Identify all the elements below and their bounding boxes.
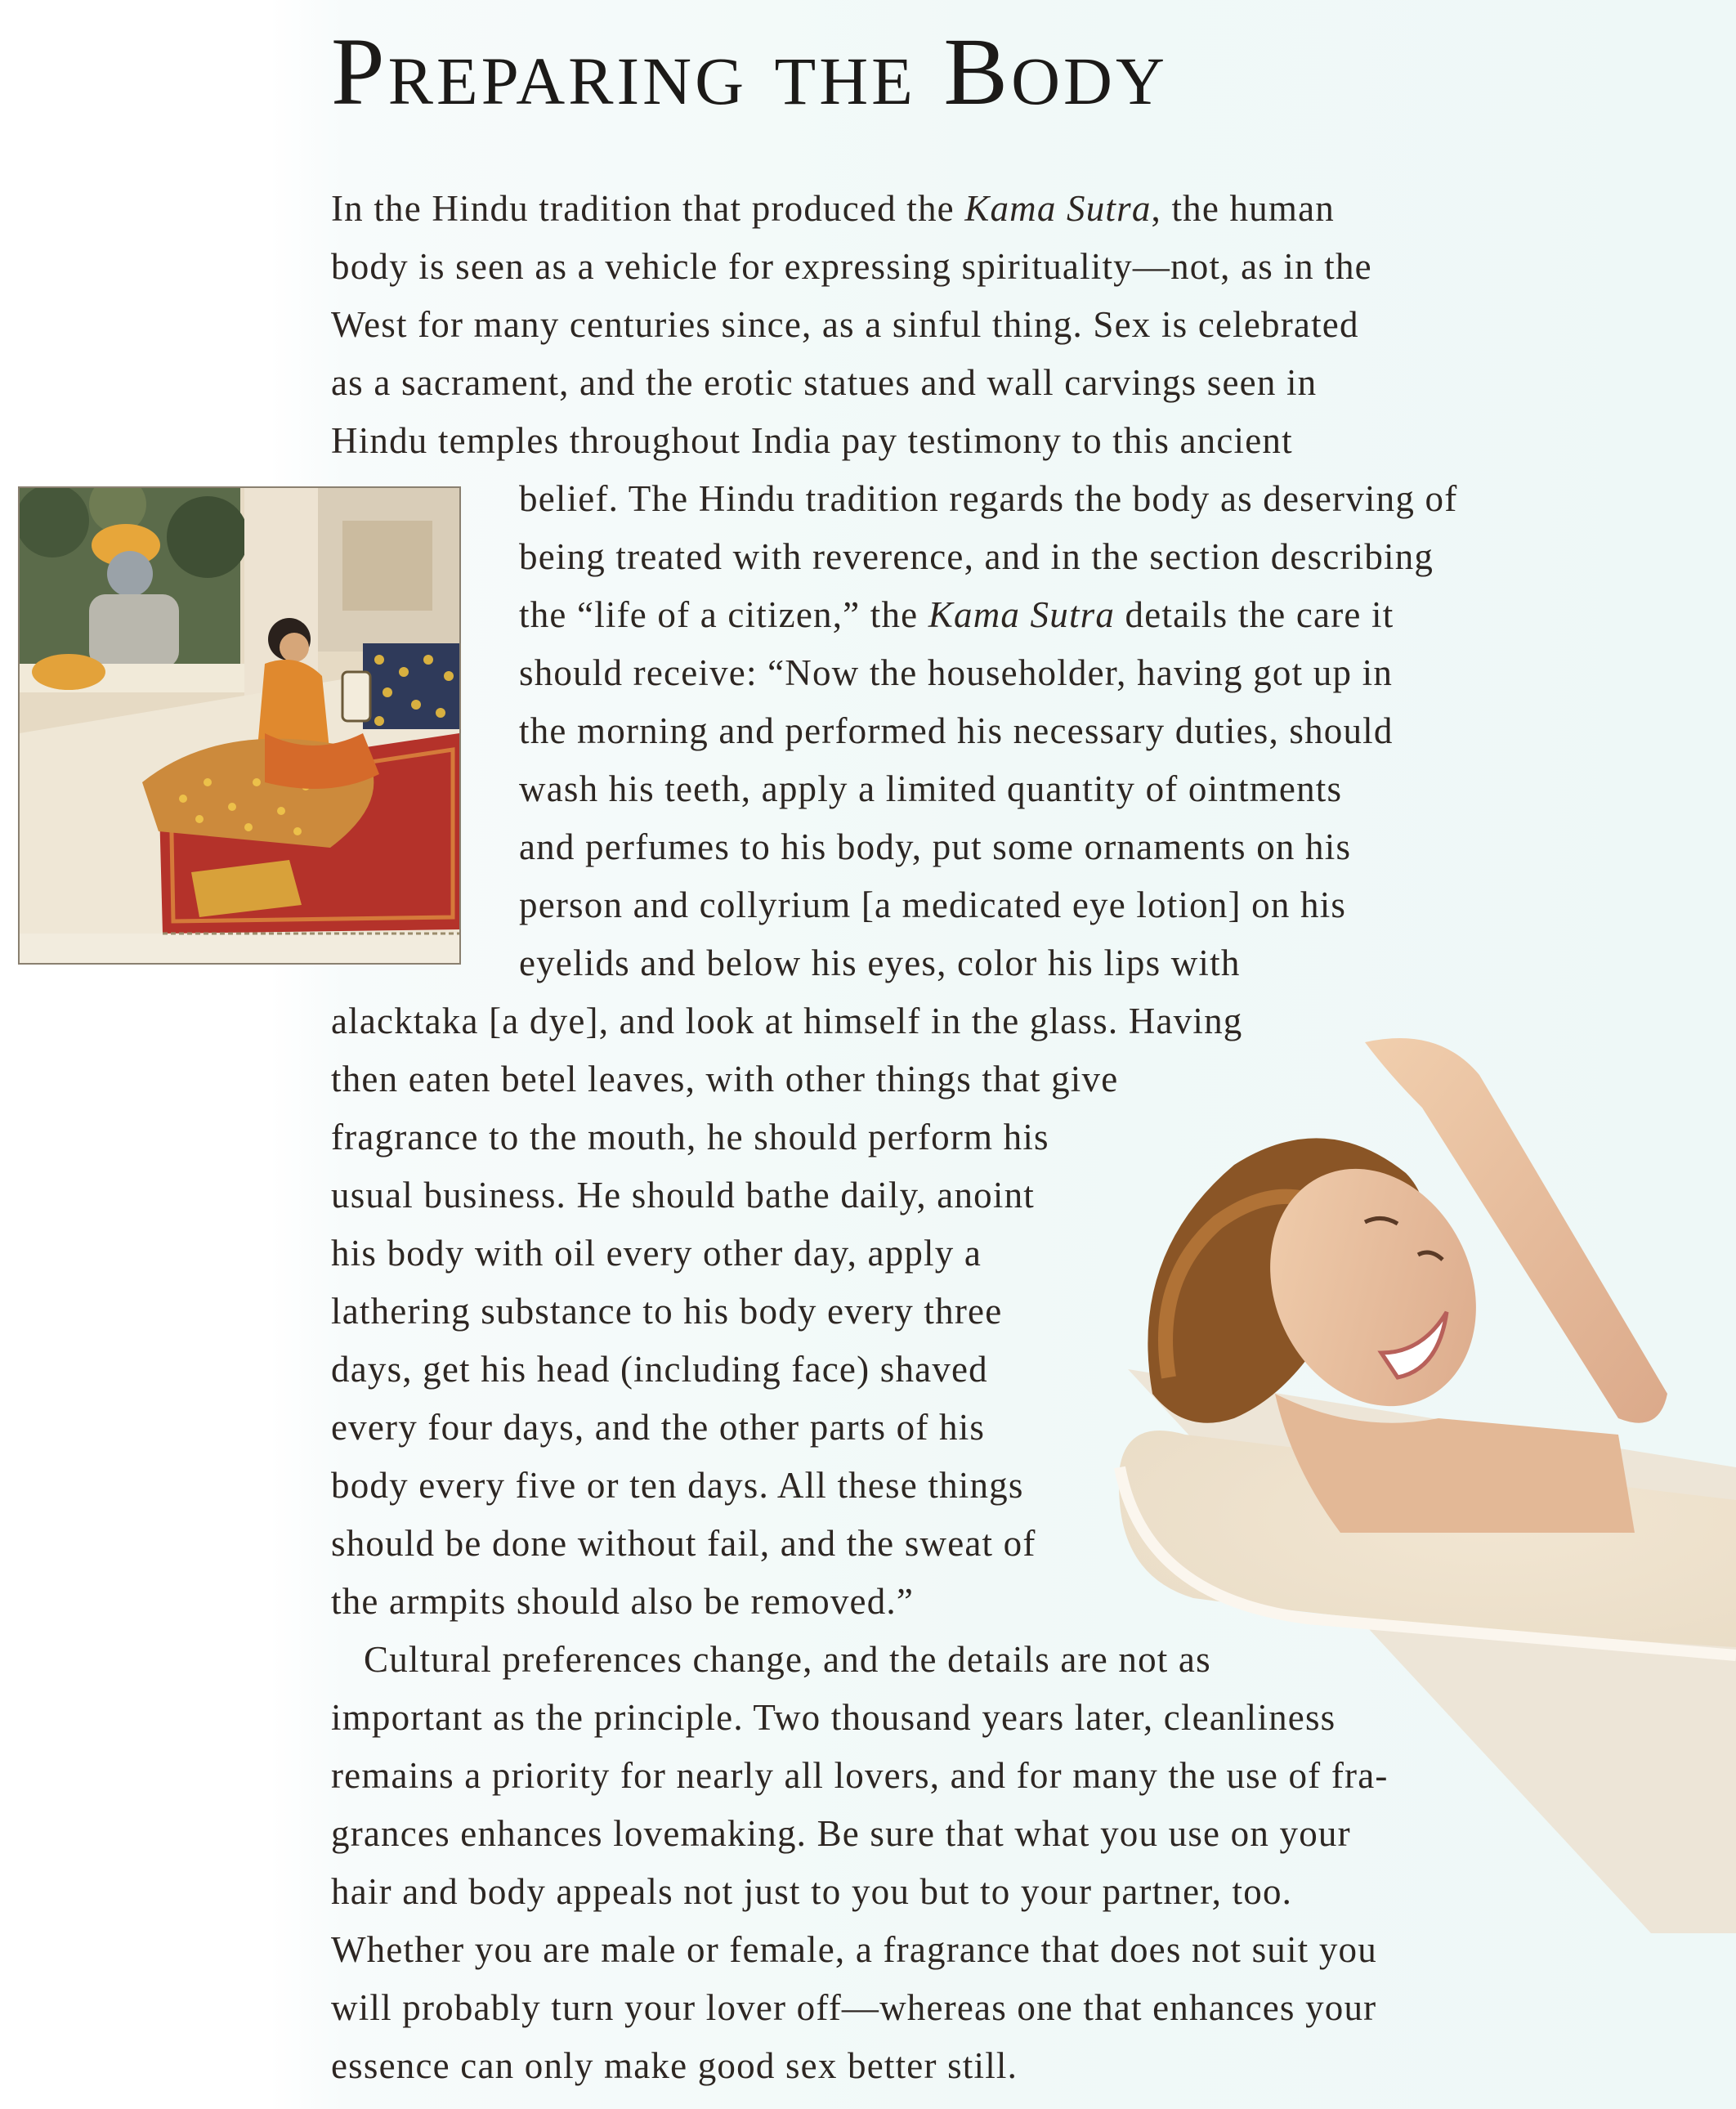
text-line: fragrance to the mouth, he should perform his: [331, 1117, 1049, 1157]
text-line: then eaten betel leaves, with other things that give: [331, 1059, 1119, 1099]
text-line: and perfumes to his body, put some ornaments on his: [519, 826, 1352, 867]
text-line: body is seen as a vehicle for expressing spirituality—not, as in the: [331, 246, 1372, 287]
text-line: person and collyrium [a medicated eye lotion] on his: [519, 884, 1347, 925]
text-line: the “life of a citizen,” the Kama Sutra details the care it: [519, 594, 1394, 635]
text-line: usual business. He should bathe daily, anoint: [331, 1175, 1035, 1216]
text-line: grances enhances lovemaking. Be sure that what you use on your: [331, 1813, 1351, 1854]
text-line: the armpits should also be removed.”: [331, 1581, 915, 1622]
text-line: remains a priority for nearly all lovers, and for many the use of fra-: [331, 1755, 1389, 1796]
text-line: days, get his head (including face) shaved: [331, 1349, 988, 1390]
text-line: West for many centuries since, as a sinful thing. Sex is celebrated: [331, 304, 1359, 345]
text-line: alacktaka [a dye], and look at himself in the glass. Having: [331, 1001, 1243, 1041]
text-line: hair and body appeals not just to you but to your partner, too.: [331, 1871, 1293, 1912]
text-line: wash his teeth, apply a limited quantity of ointments: [519, 768, 1343, 809]
miniature-painting-image: [18, 486, 461, 965]
text-line: will probably turn your lover off—whereas one that enhances your: [331, 1987, 1377, 2028]
text-line: as a sacrament, and the erotic statues and wall carvings seen in: [331, 362, 1318, 403]
text-line: his body with oil every other day, apply a: [331, 1233, 982, 1274]
text-line: being treated with reverence, and in the section describing: [519, 536, 1434, 577]
text-line: body every five or ten days. All these things: [331, 1465, 1024, 1506]
text-line: eyelids and below his eyes, color his lips with: [519, 943, 1241, 983]
text-line: should receive: “Now the householder, having got up in: [519, 652, 1394, 693]
text-line: Cultural preferences change, and the details are not as: [364, 1639, 1211, 1680]
text-line: lathering substance to his body every three: [331, 1291, 1003, 1332]
text-line: In the Hindu tradition that produced the Kama Sutra, the human: [331, 188, 1335, 229]
text-line: every four days, and the other parts of his: [331, 1407, 986, 1448]
text-line: essence can only make good sex better still.: [331, 2045, 1018, 2086]
text-line: important as the principle. Two thousand years later, cleanliness: [331, 1697, 1336, 1738]
text-line: belief. The Hindu tradition regards the body as deserving of: [519, 478, 1458, 519]
text-line: Hindu temples throughout India pay testimony to this ancient: [331, 420, 1293, 461]
text-line: Whether you are male or female, a fragrance that does not suit you: [331, 1929, 1377, 1970]
text-line: should be done without fail, and the sweat of: [331, 1523, 1036, 1564]
page-title: Preparing the Body: [331, 18, 1168, 125]
text-line: the morning and performed his necessary duties, should: [519, 710, 1394, 751]
bath-photo-image: [1095, 1010, 1736, 1933]
